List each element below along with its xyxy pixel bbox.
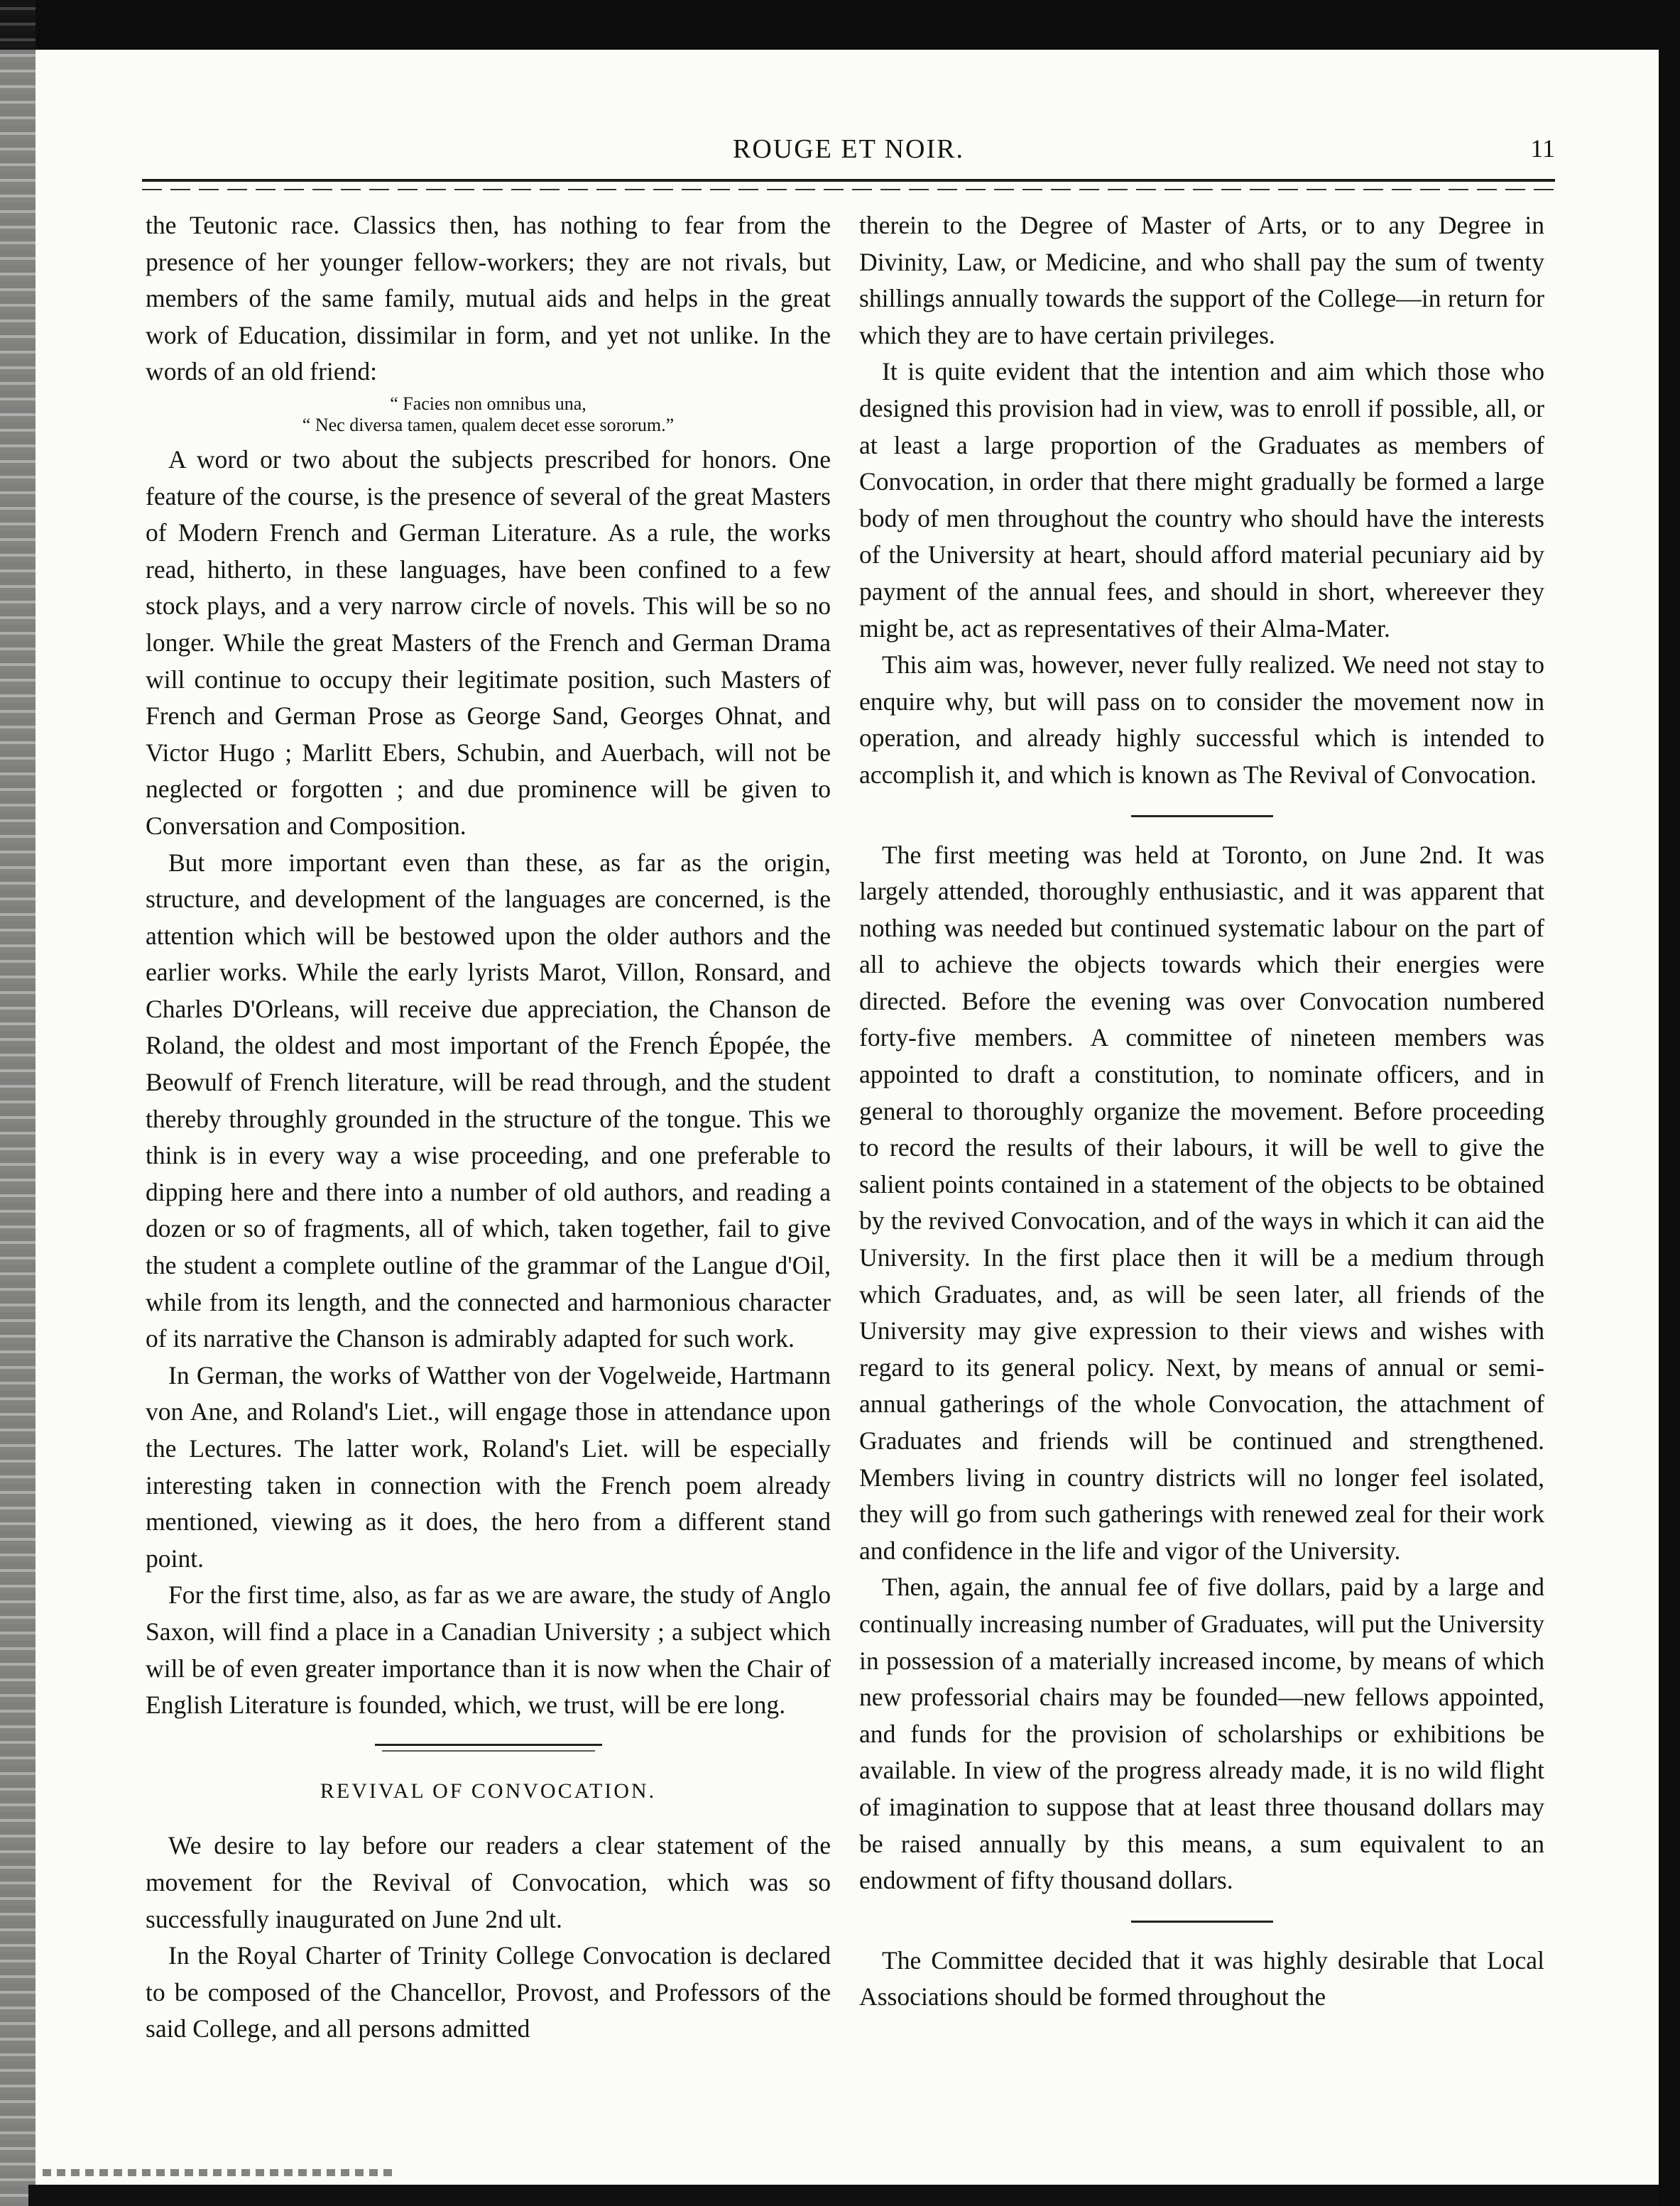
paragraph: In German, the works of Watther von der Vogelweide, Hartmann von Ane, and Roland's Liet., will engage those in attendance upon the Lectures. The latter work, Roland's Liet. will be especially interesting taken in connection with the French poem already mentioned, viewing as it does, the hero from a different stand point. (146, 1360, 831, 1573)
paragraph: The first meeting was held at Toronto, on June 2nd. It was largely attended, thoroughly enthusiastic, and it was apparent that nothing was needed but continued systematic labour on the part of all to achieve the objects towards which their energies were directed. Before the evening was over Convocation numbered forty-five members. A committee of nineteen members was appointed to draft a constitution, to nominate officers, and in general to thoroughly organize the movement. Before proceeding to record the results of their labours, it will be well to give the salient points contained in a statement of the objects to be obtained by the revived Convocation, and of the ways in which it can aid the University. In the first place then it will be a medium through which Graduates, and, as will be seen later, all friends of the University may give expression to their views and wishes with regard to its general policy. Next, by means of annual or semi-annual gatherings of the whole Convocation, the attachment of Graduates and friends will be continued and strengthened. Members living in country districts will no longer feel isolated, they will go from such gatherings with renewed zeal for their work and confidence in the life and vigor of the University. (859, 840, 1544, 1565)
latin-quote (146, 393, 831, 436)
page-header (142, 133, 1555, 176)
quote-line: “ Facies non omnibus una, (390, 393, 587, 414)
section-divider (375, 1744, 602, 1746)
section-divider (1131, 815, 1273, 817)
scan-border-right (1659, 0, 1680, 2206)
paragraph: In the Royal Charter of Trinity College Convocation is declared to be composed of the Chancellor, Provost, and Professors of the said College, and all persons admitted (146, 1941, 831, 2043)
scan-border-bottom (28, 2185, 1659, 2206)
section-heading: REVIVAL OF CONVOCATION. (320, 1779, 657, 1803)
paragraph: A word or two about the subjects prescribed for honors. One feature of the course, is the presence of several of the great Masters of Modern French and German Literature. As a rule, the works read, hitherto, in these languages, have been confined to a few stock plays, and a very narrow circle of novels. This will be so no longer. While the great Masters of the French and German Drama will continue to occupy their legitimate position, such Masters of French and German Prose as George Sand, Georges Ohnat, and Victor Hugo ; Marlitt Ebers, Schubin, and Auerbach, will not be neglected or forgotten ; and due prominence will be given to Conversation and Composition. (146, 444, 831, 840)
paragraph: the Teutonic race. Classics then, has nothing to fear from the presence of her younger fellow-workers; they are not rivals, but members of the same family, mutual aids and helps in the great work of Education, dissimilar in form, and yet not unlike. In the words of an old friend: (146, 211, 831, 386)
paragraph: This aim was, however, never fully realized. We need not stay to enquire why, but will pass on to consider the movement now in operation, and already highly successful which is intended to accomplish it, and which is known as The Revival of Convocation. (859, 650, 1544, 789)
paragraph: But more important even than these, as far as the origin, structure, and development of the languages are concerned, is the attention which will be bestowed upon the older authors and the earlier works. While the early lyrists Marot, Villon, Ronsard, and Charles D'Orleans, will receive due appreciation, the Chanson de Roland, the oldest and most important of the French Épopée, the Beowulf of French literature, will be read through, and the student thereby throughly grounded in the structure of the tongue. This we think is in every way a wise proceeding, and one preferable to dipping here and there into a number of old authors, and reading a dozen or so of fragments, all of which, taken together, fail to give the student a complete outline of the grammar of the Langue d'Oil, while from its length, and the connected and harmonious character of its narrative the Chanson is admirably adapted for such work. (146, 848, 831, 1353)
section-divider (1131, 1921, 1273, 1923)
header-rule (142, 179, 1555, 182)
paragraph: It is quite evident that the intention and aim which those who designed this provision had in view, was to enroll if possible, all, or at least a large proportion of the Graduates as members of Convocation, in order that there might gradually be formed a large body of men throughout the country who should have the interests of the University at heart, should afford material pecuniary aid by payment of the annual fees, and should in short, whereever they might be, act as representatives of their Alma-Mater. (859, 357, 1544, 643)
paragraph: Then, again, the annual fee of five dollars, paid by a large and continually increasing number of Graduates, will put the University in possession of a materially increased income, by means of which new professorial chairs may be founded—new fellows appointed, and funds for the provision of scholarships or exhibitions be available. In view of the progress already made, it is no wild flight of imagination to suppose that at least three thousand dollars may be raised annually by this means, a sum equivalent to an endowment of fifty thousand dollars. (859, 1573, 1544, 1895)
quote-line: “ Nec diversa tamen, qualem decet esse sororum.” (302, 414, 675, 435)
running-title: ROUGE ET NOIR. (732, 134, 964, 164)
scan-border-left (0, 0, 36, 2206)
scan-border-top (0, 0, 1680, 50)
paragraph: therein to the Degree of Master of Arts, or to any Degree in Divinity, Law, or Medicine, and who shall pay the sum of twenty shillings annually towards the support of the College—in return for which they are to have certain privileges. (859, 211, 1544, 349)
header-rule-dashed (142, 189, 1555, 190)
section-divider (382, 1750, 595, 1752)
right-column (859, 207, 1544, 2110)
paragraph: The Committee decided that it was highly desirable that Local Associations should be formed throughout the (859, 1945, 1544, 2011)
left-column (146, 207, 831, 2110)
paragraph: We desire to lay before our readers a clear statement of the movement for the Revival of Convocation, which was so successfully inaugurated on June 2nd ult. (146, 1831, 831, 1933)
page-number: 11 (1530, 134, 1555, 163)
scan-smudge (43, 2169, 398, 2176)
paragraph: For the first time, also, as far as we are aware, the study of Anglo Saxon, will find a place in a Canadian University ; a subject which will be of even greater importance than it is now when the Chair of English Literature is founded, which, we trust, will be ere long. (146, 1580, 831, 1720)
